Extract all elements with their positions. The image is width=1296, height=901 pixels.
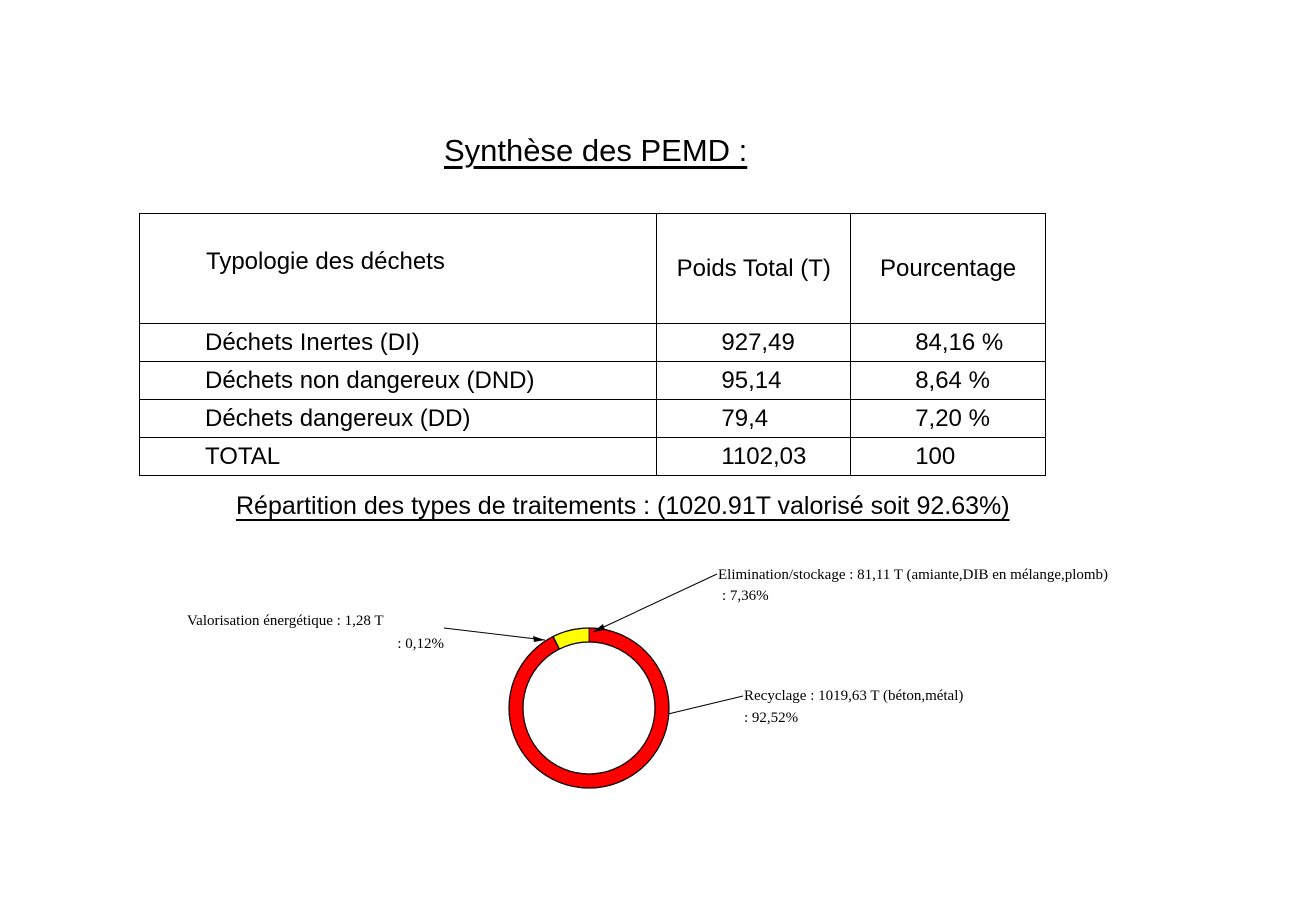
donut-inner-border	[523, 642, 655, 774]
label-recyclage-pct: : 92,52%	[744, 710, 799, 726]
cell-pourcentage: 84,16 %	[851, 324, 1046, 362]
leader-line-recyclage	[668, 696, 743, 714]
label-recyclage: Recyclage : 1019,63 T (béton,métal)	[744, 688, 964, 704]
cell-poids: 79,4	[657, 400, 851, 438]
cell-pourcentage: 100	[851, 438, 1046, 476]
cell-poids: 927,49	[657, 324, 851, 362]
cell-type: Déchets Inertes (DI)	[140, 324, 657, 362]
cell-poids: 95,14	[657, 362, 851, 400]
arrowhead-valorisation	[533, 636, 545, 642]
label-elimination: Elimination/stockage : 81,11 T (amiante,DIB en mélange,plomb)	[718, 567, 1109, 583]
cell-pourcentage: 7,20 %	[851, 400, 1046, 438]
leader-line-valorisation	[444, 628, 545, 640]
chart-subtitle: Répartition des types de traitements : (1020.91T valorisé soit 92.63%)	[236, 492, 1010, 520]
cell-type: Déchets non dangereux (DND)	[140, 362, 657, 400]
cell-poids: 1102,03	[657, 438, 851, 476]
header-poids: Poids Total (T)	[657, 214, 851, 324]
document-title: Synthèse des PEMD :	[444, 133, 748, 168]
cell-type: TOTAL	[140, 438, 657, 476]
header-typologie: Typologie des déchets	[140, 214, 657, 324]
label-valorisation: Valorisation énergétique : 1,28 T	[187, 613, 384, 629]
leader-line-elimination	[593, 574, 717, 632]
label-valorisation-pct: : 0,12%	[397, 636, 444, 652]
cell-type: Déchets dangereux (DD)	[140, 400, 657, 438]
header-pourcentage: Pourcentage	[851, 214, 1046, 324]
cell-pourcentage: 8,64 %	[851, 362, 1046, 400]
label-elimination-pct: : 7,36%	[722, 588, 769, 604]
